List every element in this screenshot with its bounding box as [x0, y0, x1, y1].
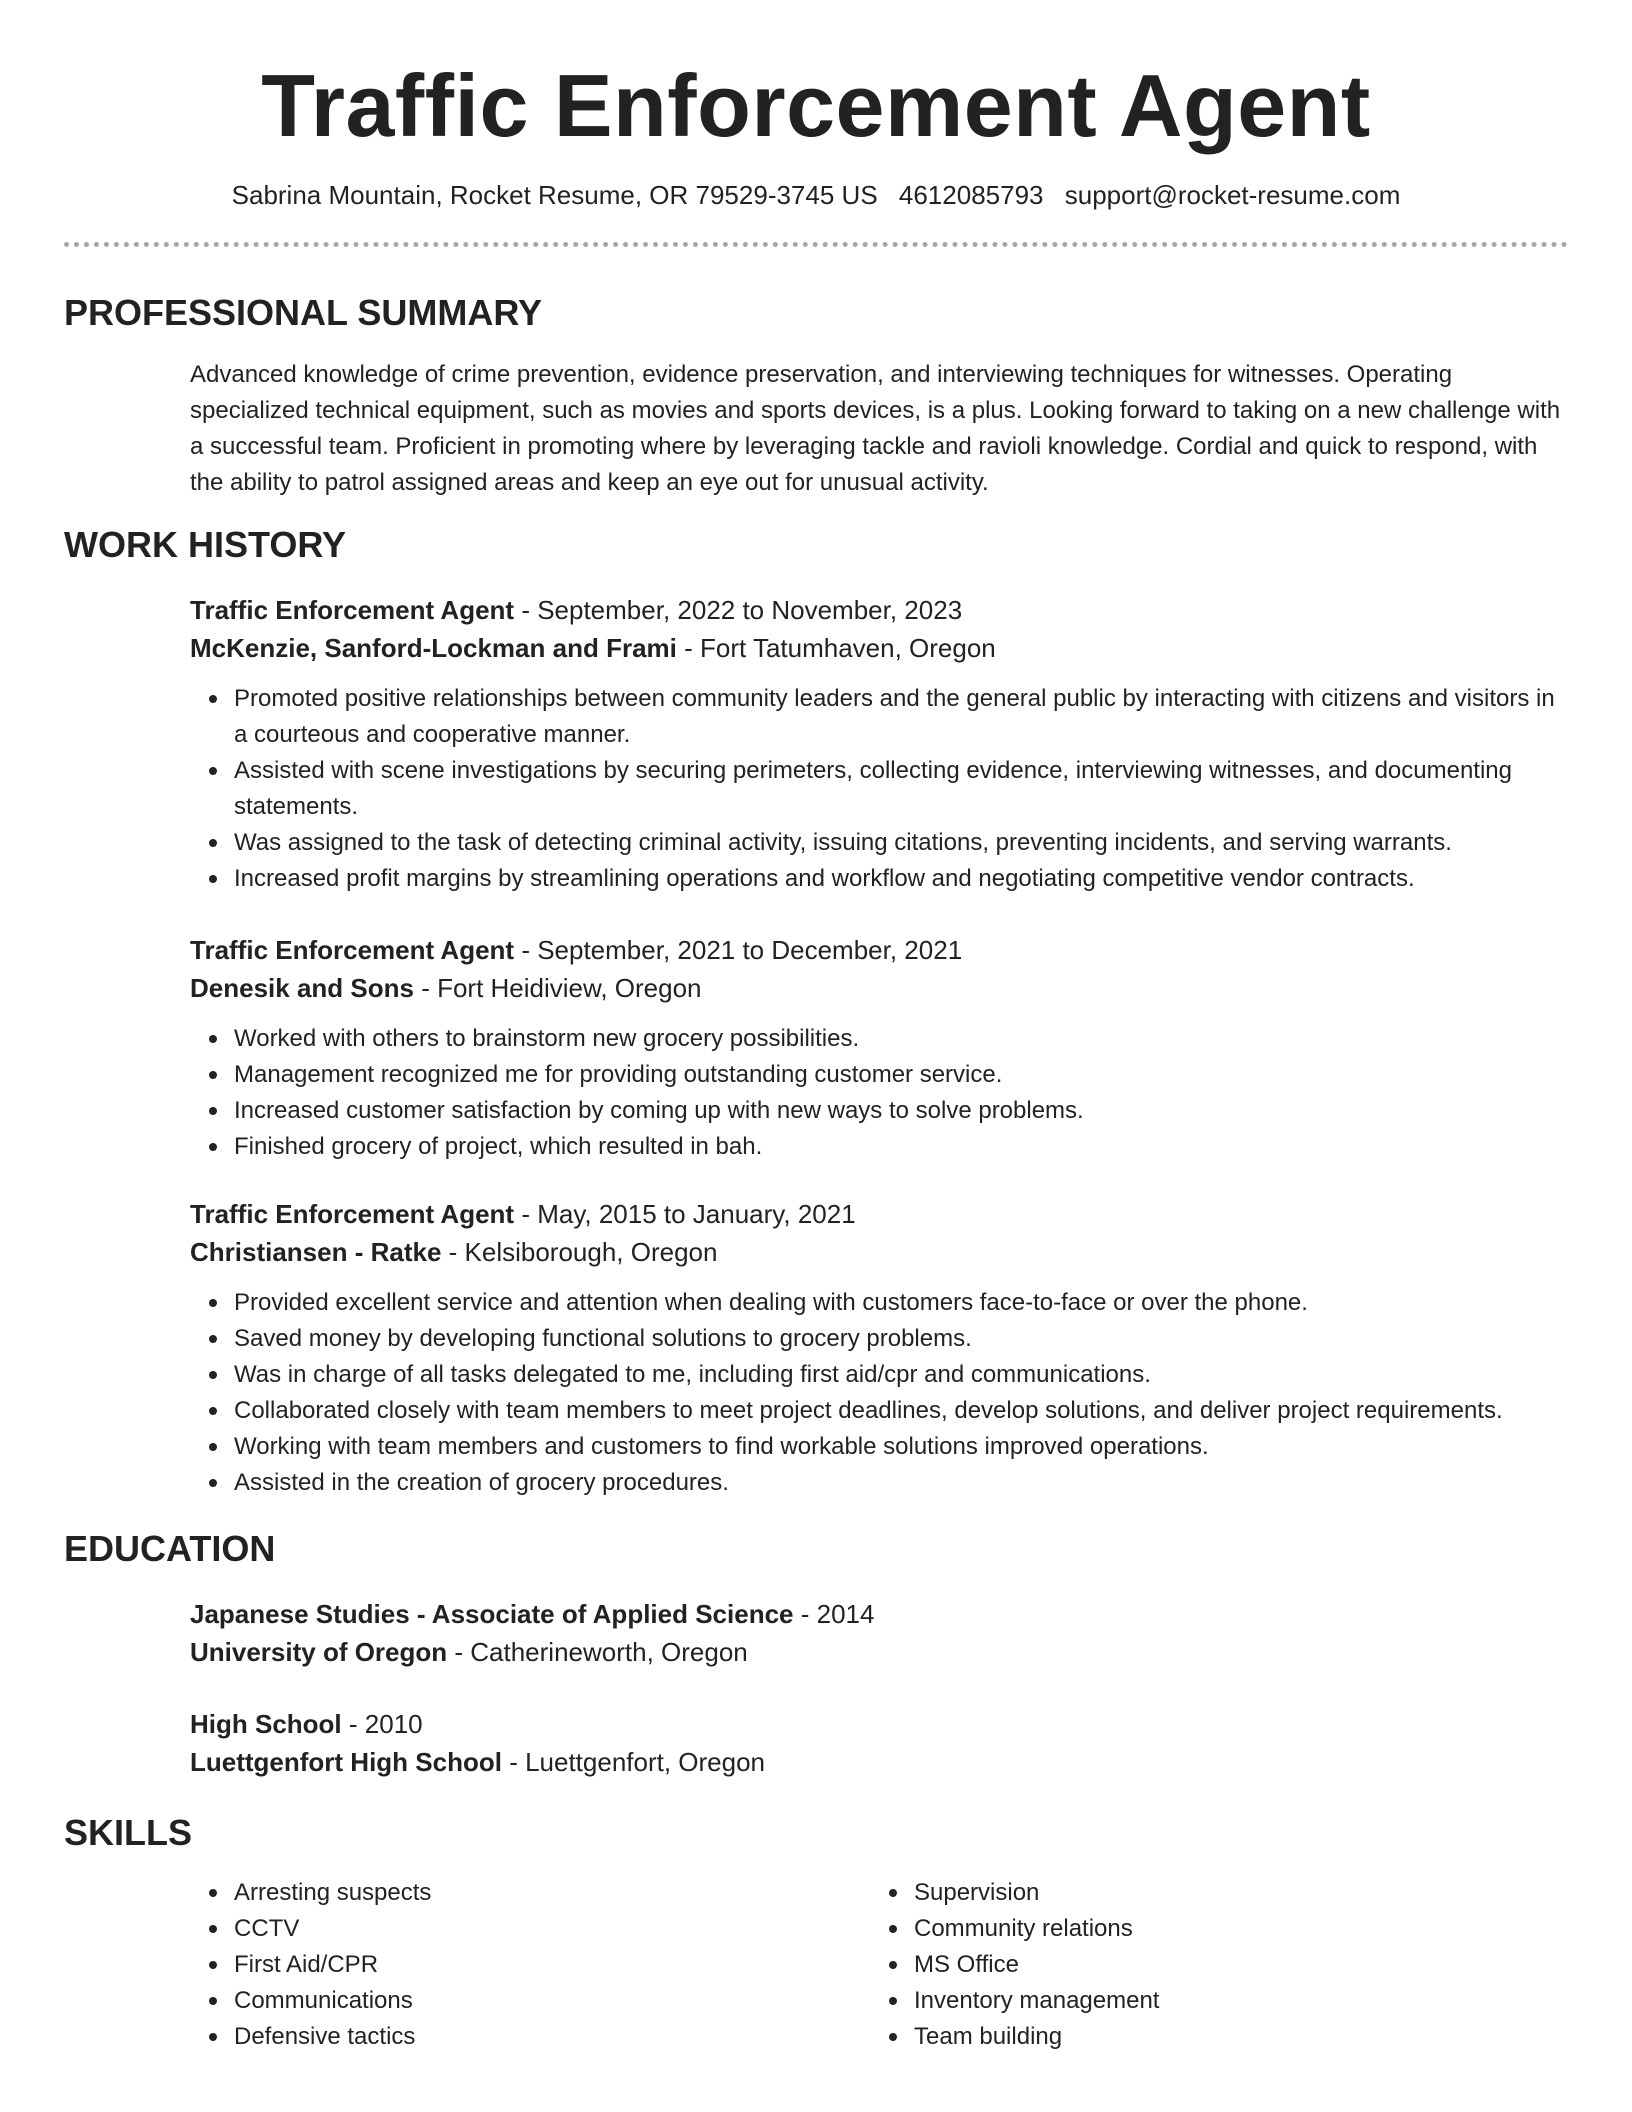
skill-item: CCTV	[190, 1911, 870, 1947]
list-item: Worked with others to brainstorm new grocery possibilities.	[190, 1021, 1568, 1057]
job-location: - Fort Heidiview, Oregon	[413, 973, 702, 1003]
summary-text: Advanced knowledge of crime prevention, evidence preservation, and interviewing techniques for witnesses. Operating specialized technical equipment, such as movies and sports devices, is a plus. Looking forward to taking on a new challenge with a successful team. Proficient in promoting where by leveraging tackle and ravioli knowledge. Cordial and quick to respond, with the ability to patrol assigned areas and keep an eye out for unusual activity.	[190, 361, 1561, 496]
job-title-line	[190, 1195, 1568, 1233]
section-title-education: EDUCATION	[64, 1528, 276, 1569]
education-year: - 2014	[793, 1599, 875, 1629]
list-item: Increased profit margins by streamlining operations and workflow and negotiating competitive vendor contracts.	[190, 861, 1568, 897]
education-year: - 2010	[341, 1709, 423, 1739]
list-item: Increased customer satisfaction by coming up with new ways to solve problems.	[190, 1093, 1568, 1129]
education-degree: High School	[190, 1709, 342, 1739]
job-company-line	[190, 629, 1568, 667]
education-entry	[64, 1705, 1568, 1781]
skill-item: Team building	[870, 2019, 1550, 2055]
contact-email: support@rocket-resume.com	[1064, 180, 1401, 210]
skill-item: First Aid/CPR	[190, 1947, 870, 1983]
education-school: University of Oregon	[190, 1637, 448, 1667]
list-item: Working with team members and customers to find workable solutions improved operations.	[190, 1429, 1568, 1465]
job-dates: - September, 2021 to December, 2021	[514, 935, 963, 965]
section-title-skills: SKILLS	[64, 1812, 193, 1853]
list-item: Management recognized me for providing outstanding customer service.	[190, 1057, 1568, 1093]
education-entry	[64, 1595, 1568, 1671]
job-entry	[64, 931, 1568, 1165]
skill-item: Arresting suspects	[190, 1875, 870, 1911]
job-company-line	[190, 969, 1568, 1007]
contact-line	[64, 178, 1568, 212]
skill-item: Defensive tactics	[190, 2019, 870, 2055]
education-school-line	[190, 1743, 1568, 1781]
contact-address: Sabrina Mountain, Rocket Resume, OR 79529-3745 US	[231, 180, 878, 210]
resume-name: Traffic Enforcement Agent	[261, 56, 1371, 155]
list-item: Assisted with scene investigations by securing perimeters, collecting evidence, interviewing witnesses, and documenting statements.	[190, 753, 1568, 825]
list-item: Was assigned to the task of detecting criminal activity, issuing citations, preventing incidents, and serving warrants.	[190, 825, 1568, 861]
header-divider	[64, 242, 1568, 247]
skill-item: Communications	[190, 1983, 870, 2019]
education-location: - Luettgenfort, Oregon	[501, 1747, 766, 1777]
job-company: Denesik and Sons	[190, 973, 414, 1003]
list-item: Finished grocery of project, which resulted in bah.	[190, 1129, 1568, 1165]
education-degree-line	[190, 1705, 1568, 1743]
skill-item: Supervision	[870, 1875, 1550, 1911]
list-item: Saved money by developing functional solutions to grocery problems.	[190, 1321, 1568, 1357]
list-item: Provided excellent service and attention when dealing with customers face-to-face or over the phone.	[190, 1285, 1568, 1321]
education-school-line	[190, 1633, 1568, 1671]
education-degree-line	[190, 1595, 1568, 1633]
skill-item: Community relations	[870, 1911, 1550, 1947]
skills-grid	[64, 1875, 1568, 2055]
skills-column-right	[870, 1875, 1550, 2055]
job-company-line	[190, 1233, 1568, 1271]
education-location: - Catherineworth, Oregon	[447, 1637, 748, 1667]
list-item: Was in charge of all tasks delegated to me, including first aid/cpr and communications.	[190, 1357, 1568, 1393]
job-location: - Kelsiborough, Oregon	[441, 1237, 718, 1267]
skill-item: Inventory management	[870, 1983, 1550, 2019]
section-title-work-history: WORK HISTORY	[64, 524, 347, 565]
job-bullets	[190, 1021, 1568, 1165]
skills-column-left	[190, 1875, 870, 2055]
list-item: Promoted positive relationships between community leaders and the general public by interacting with citizens and visitors in a courteous and cooperative manner.	[190, 681, 1568, 753]
job-entry	[64, 591, 1568, 897]
job-entry	[64, 1195, 1568, 1501]
job-bullets	[190, 1285, 1568, 1501]
skill-item: MS Office	[870, 1947, 1550, 1983]
job-company: McKenzie, Sanford-Lockman and Frami	[190, 633, 677, 663]
job-position: Traffic Enforcement Agent	[190, 1199, 515, 1229]
education-degree: Japanese Studies - Associate of Applied Science	[190, 1599, 794, 1629]
job-location: - Fort Tatumhaven, Oregon	[676, 633, 996, 663]
job-dates: - May, 2015 to January, 2021	[514, 1199, 856, 1229]
job-position: Traffic Enforcement Agent	[190, 595, 515, 625]
education-school: Luettgenfort High School	[190, 1747, 502, 1777]
section-title-summary: PROFESSIONAL SUMMARY	[64, 292, 543, 333]
job-dates: - September, 2022 to November, 2023	[514, 595, 963, 625]
job-bullets	[190, 681, 1568, 897]
job-title-line	[190, 931, 1568, 969]
list-item: Assisted in the creation of grocery procedures.	[190, 1465, 1568, 1501]
list-item: Collaborated closely with team members to meet project deadlines, develop solutions, and deliver project requirements.	[190, 1393, 1568, 1429]
contact-phone: 4612085793	[898, 180, 1044, 210]
job-title-line	[190, 591, 1568, 629]
job-position: Traffic Enforcement Agent	[190, 935, 515, 965]
job-company: Christiansen - Ratke	[190, 1237, 442, 1267]
